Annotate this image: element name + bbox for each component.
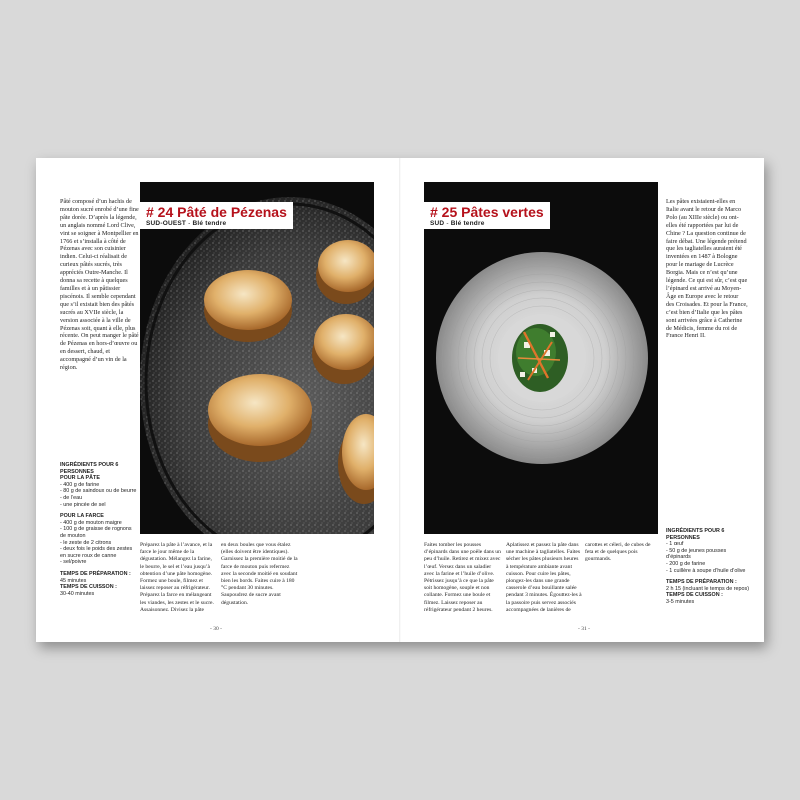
right-ingredients [666, 528, 750, 606]
page-number-right: - 31 - [578, 626, 590, 632]
right-intro-text [666, 198, 748, 340]
ingredient-item: - 200 g de farine [666, 560, 706, 567]
prep-time-value: 45 minutes [60, 577, 87, 584]
ingredient-item: - sel/poivre [60, 559, 87, 566]
left-title-box [140, 202, 293, 229]
ingredients-list [666, 541, 750, 574]
cook-time-label: TEMPS DE CUISSON : [60, 584, 117, 591]
ingredient-item: - deux fois le poids des zestes en sucre roux de canne [60, 546, 133, 559]
recipe-subtitle: SUD - Blé tendre [430, 220, 485, 227]
prep-time-label: TEMPS DE PRÉPARATION : [666, 579, 737, 586]
pate-heading: POUR LA PÂTE [60, 475, 100, 482]
left-intro-text [60, 198, 140, 372]
ingredients-heading: INGRÉDIENTS POUR 6 PERSONNES [666, 528, 725, 541]
left-body-paragraph-2: en deux boules que vous étalez (elles doivent être identiques). Garnissez la première moitié de la farce de mouton puis refermez avec la seconde moitié en soudant bien les bords. Faites cuire à 180 °C pendant 30 minutes. Saupoudrez de sucre avant dégustation. [221, 542, 298, 606]
ingredient-item: - de l’eau [60, 494, 83, 501]
right-body-paragraph-1: Faites tomber les pousses d’épinards dans une poêle dans un peu d’huile. Retirez et mixez avec l’œuf. Versez dans un saladier avec la farine et l’huile d’olive. Pétrissez jusqu’à ce que la pâte soit homogène, souple et non collante. Formez une boule et filmez. Laissez reposer au réfrigérateur pendant 2 heures. [424, 542, 501, 613]
farce-list [60, 520, 138, 566]
pate-de-pezenas-photo [140, 182, 374, 534]
right-body-col-1 [424, 542, 502, 614]
plate-illustration [424, 182, 658, 534]
ingredient-item: - 400 g de farine [60, 481, 100, 488]
cook-time-value: 3-5 minutes [666, 598, 695, 605]
right-body-col-3 [585, 542, 659, 564]
ingredients-heading: INGRÉDIENTS POUR 6 PERSONNES [60, 462, 119, 475]
region-label: SUD [430, 220, 445, 227]
pates-vertes-photo [424, 182, 658, 534]
cook-time-label: TEMPS DE CUISSON : [666, 592, 723, 599]
left-body-col-1 [140, 542, 216, 614]
right-body-col-2 [506, 542, 582, 614]
pate-list [60, 482, 138, 508]
page-number-left: - 30 - [210, 626, 222, 632]
grain-label: Blé tendre [450, 220, 485, 227]
left-body-paragraph-1: Préparez la pâte à l’avance, et la farce le jour même de la dégustation. Mélangez la farine, le beurre, le sel et l’eau jusqu’à obtention d’une pâte homogène. Formez une boule, filmez et laissez reposer au réfrigérateur. Préparez la farce en mélangeant les viandes, les zestes et le sucre. Assaisonnez. Divisez la pâte [140, 542, 214, 613]
book-spread [36, 158, 764, 642]
recipe-title: # 24 Pâté de Pézenas [146, 204, 287, 220]
ingredient-item: - 100 g de graisse de rognons de mouton [60, 526, 132, 539]
right-title-box [424, 202, 550, 229]
prep-time-value: 2 h 15 (incluant le temps de repos) [666, 585, 750, 592]
prep-time-label: TEMPS DE PRÉPARATION : [60, 570, 131, 577]
right-body-paragraph-2: Aplatissez et passez la pâte dans une machine à tagliatelles. Faites sécher les pâtes plusieurs heures à température ambiante avant cuisson. Pour cuire les pâtes, plongez-les dans une grande casserole d’eau bouillante salée pendant 3 minutes. Égouttez-les à la passoire puis servez associés accompagnées de lanières de [506, 542, 582, 613]
recipe-subtitle: SUD-OUEST - Blé tendre [146, 220, 227, 227]
right-body-paragraph-3: carottes et céleri, de cubes de feta et de quelques pois gourmands. [585, 542, 651, 563]
ingredient-item: - 80 g de saindoux ou de beurre [60, 488, 137, 495]
ingredient-item: - 400 g de mouton maigre [60, 519, 122, 526]
ingredient-item: - le zeste de 2 citrons [60, 539, 112, 546]
book-gutter [399, 158, 401, 642]
left-ingredients [60, 462, 138, 597]
ingredient-item: - 1 œuf [666, 541, 684, 548]
right-intro-paragraph: Les pâtes existaient-elles en Italie avant le retour de Marco Polo (au XIIIe siècle) ou ont-elles été rapportées par lui de Chine ? La question continue de faire débat. Une légende prétend que les tagliatelles auraient été inventées en 1487 à Bologne pour le mariage de Lucrèce Borgia. Mais ce n’est qu’une légende. Ce qui est sûr, c’est que l’épinard est arrivé au Moyen-Âge en Europe avec le retour des Croisades. Et pour la France, c’est bien d’Italie que les pâtes sont arrivées grâce à Catherine de Médicis, femme du roi de France Henri II. [666, 198, 748, 340]
ingredient-item: - 1 cuillère à soupe d’huile d’olive [666, 567, 746, 574]
cook-time-value: 30-40 minutes [60, 590, 95, 597]
left-body-col-2 [221, 542, 299, 607]
ingredient-item: - 50 g de jeunes pousses d’épinards [666, 547, 727, 561]
grain-label: Blé tendre [192, 220, 227, 227]
farce-heading: POUR LA FARCE [60, 513, 104, 520]
left-intro-paragraph: Pâté composé d’un hachis de mouton sucré enrobé d’une fine pâte dorée. D’après la légende, un anglais nommé Lord Clive, vint se soigner à Montpellier en 1766 et s’installa à côté de Pézenas avec son cuisinier indien. Celui-ci réalisait de curieux pâtés sucrés, très appréciés Outre-Manche. Il donna sa recette à quelques familles et à un pâtissier piscénois. Il semble cependant que s’il existait bien des pâtés sucrés au XVIIe siècle, la version associée à la ville de Pézenas soit, quant à elle, plus récente. On peut manger le pâté de Pézenas en hors-d’œuvre ou en dessert, chaud, et accompagné d’un vin de la région. [60, 198, 139, 372]
region-label: SUD-OUEST [146, 220, 187, 227]
ingredient-item: - une pincée de sel [60, 501, 106, 508]
pies-illustration [140, 182, 374, 534]
recipe-title: # 25 Pâtes vertes [430, 204, 544, 220]
